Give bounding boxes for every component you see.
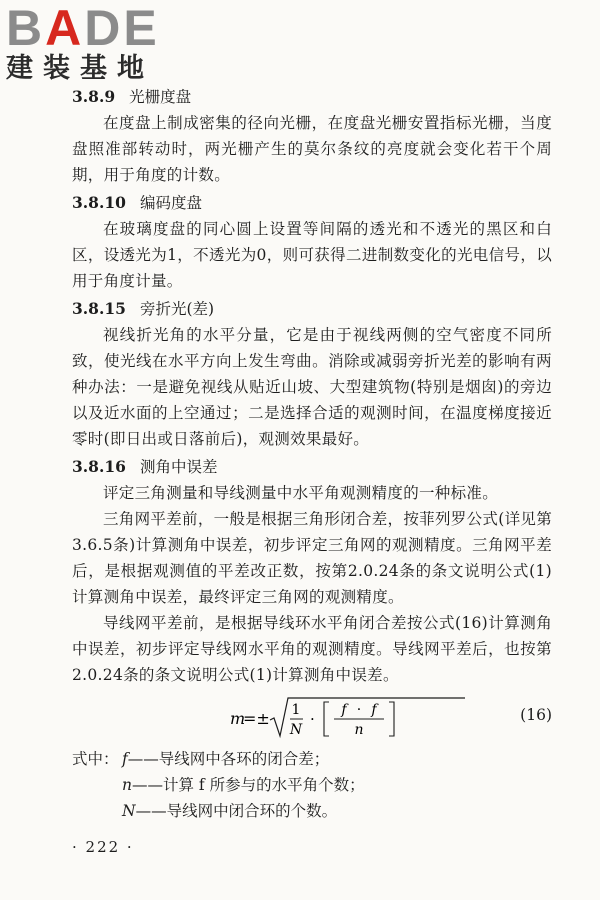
formula-graphic	[230, 696, 480, 742]
section-title: 光栅度盘	[129, 88, 192, 106]
page-number: · 222 ·	[72, 838, 134, 856]
section-title: 旁折光(差)	[139, 300, 215, 318]
formula-eq: =±	[243, 709, 270, 728]
bracket-right	[389, 702, 394, 736]
section-title: 编码度盘	[139, 194, 202, 212]
section-title: 测角中误差	[139, 458, 218, 476]
definition-dash: ——	[127, 750, 159, 768]
section-number: 3.8.10	[72, 193, 126, 212]
formula-m: m	[230, 709, 246, 728]
paragraph: 在度盘上制成密集的径向光栅，在度盘光栅安置指标光栅，当度盘照准部转动时，两光栅产生的莫尔条纹的亮度就会变化若干个周期，用于角度的计数。	[72, 114, 552, 184]
frac-one: 1	[291, 702, 301, 718]
logo	[6, 2, 160, 84]
section-heading-3-8-16	[72, 454, 552, 480]
definition-dash: ——	[135, 802, 167, 820]
definition-symbol: n	[122, 776, 132, 794]
definitions-prefix: 式中：	[72, 750, 119, 768]
formula-16	[72, 694, 552, 744]
section-heading-3-8-15	[72, 296, 552, 322]
formula-number: (16)	[520, 706, 552, 724]
frac-dot: ·	[356, 702, 362, 718]
section-number: 3.8.9	[72, 87, 116, 106]
section-number: 3.8.16	[72, 457, 126, 476]
definitions	[72, 746, 552, 824]
logo-letters-de: DE	[84, 0, 160, 56]
paragraph: 在玻璃度盘的同心圆上设置等间隔的透光和不透光的黑区和白区，设透光为1，不透光为0，则可获得二进制数变化的光电信号，以用于角度计量。	[72, 220, 552, 290]
logo-letter-b: B	[6, 0, 46, 56]
definition-text: 计算 f 所参与的水平角个数；	[162, 776, 365, 794]
paragraph: 三角网平差前，一般是根据三角形闭合差，按菲列罗公式(详见第3.6.5条)计算测角中误差，初步评定三角网的观测精度。三角网平差后，是根据观测值的平差改正数，按第2.0.24条的条文说明公式(1)计算测角中误差，最终评定三角网的观测精度。	[72, 510, 552, 606]
paragraph: 评定三角测量和导线测量中水平角观测精度的一种标准。	[103, 484, 499, 502]
logo-wordmark	[6, 2, 160, 54]
definition-symbol: f	[122, 750, 128, 768]
section-number: 3.8.15	[72, 299, 126, 318]
bracket-left	[324, 702, 329, 736]
paragraph: 导线网平差前，是根据导线环水平角闭合差按公式(16)计算测角中误差，初步评定导线网水平角的观测精度。导线网平差后，也按第2.0.24条的条文说明公式(1)计算测角中误差。	[72, 614, 552, 684]
section-heading-3-8-9	[72, 84, 552, 110]
logo-letter-a: A	[45, 0, 85, 56]
document-page	[72, 84, 552, 856]
formula-dot: ·	[310, 710, 315, 728]
frac-f1: f	[341, 702, 347, 718]
definition-row	[72, 746, 552, 772]
definition-symbol: N	[122, 802, 136, 820]
definition-row	[72, 798, 552, 824]
definition-text: 导线网中闭合环的个数。	[166, 802, 338, 820]
definition-dash: ——	[131, 776, 163, 794]
definition-row	[72, 772, 552, 798]
frac-N: N	[289, 722, 303, 738]
frac-f2: f	[371, 702, 377, 718]
logo-chinese: 建装基地	[6, 53, 154, 84]
frac-n: n	[354, 722, 364, 738]
paragraph: 视线折光角的水平分量，它是由于视线两侧的空气密度不同所致，使光线在水平方向上发生弯曲。消除或减弱旁折光差的影响有两种办法：一是避免视线从贴近山坡、大型建筑物(特别是烟囱)的旁边以及近水面的上空通过；二是选择合适的观测时间，在温度梯度接近零时(即日出或日落前后)，观测效果最好。	[72, 326, 552, 448]
section-heading-3-8-10	[72, 190, 552, 216]
definition-text: 导线网中各环的闭合差；	[158, 750, 330, 768]
